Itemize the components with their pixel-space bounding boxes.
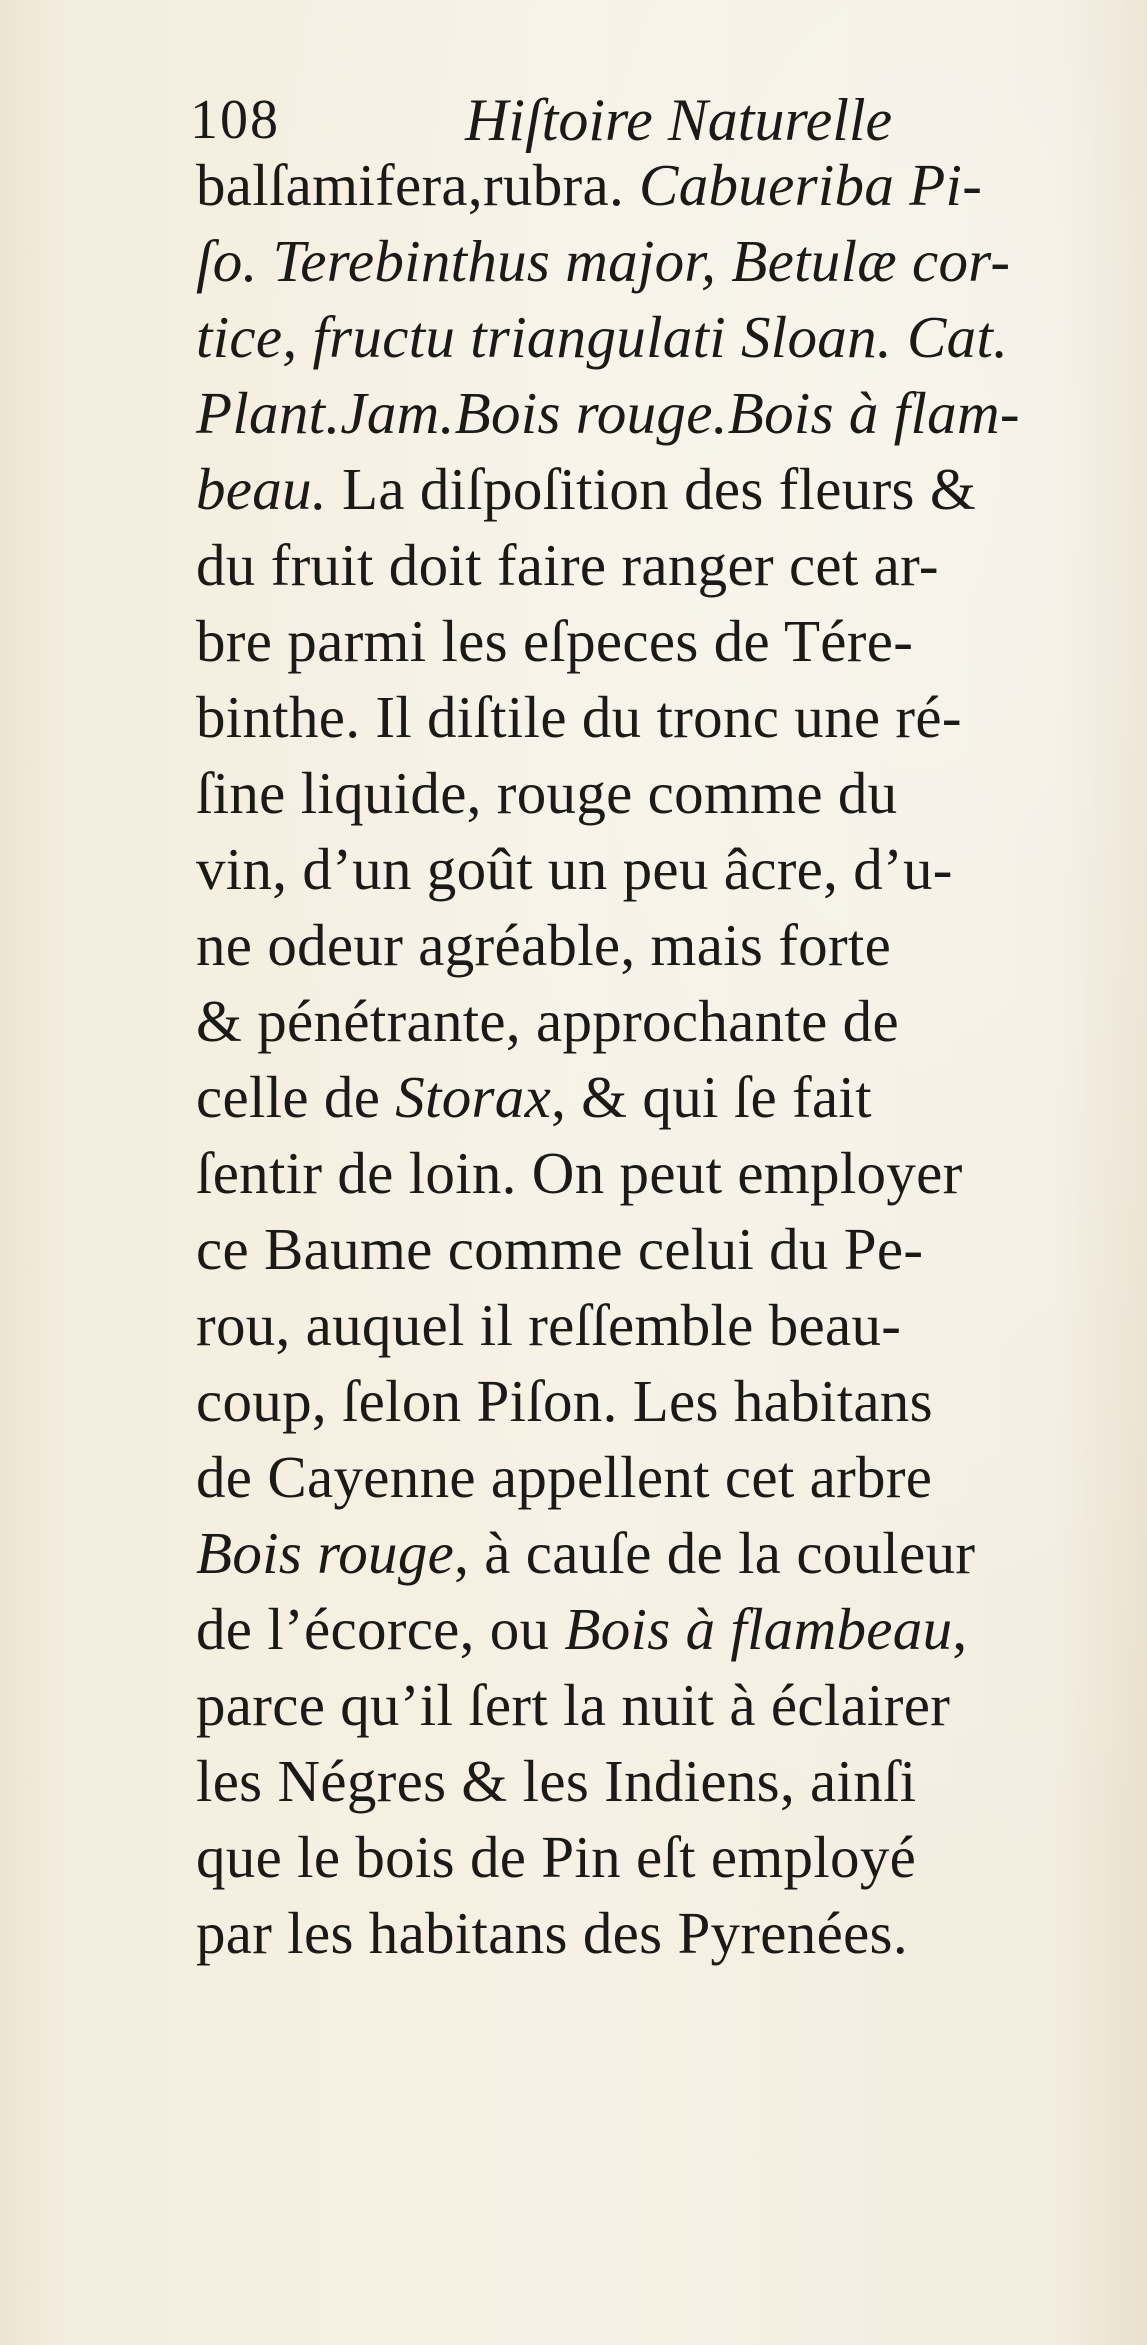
text-segment: du fruit doit faire ranger cet ar- <box>196 532 939 598</box>
italic-text-segment: Plant.Jam.Bois rouge.Bois à flam- <box>196 380 1020 446</box>
text-line <box>196 983 1096 1059</box>
italic-text-segment: Storax <box>395 1064 552 1130</box>
text-line <box>196 1287 1096 1363</box>
text-line <box>196 223 1096 299</box>
text-segment: parce qu’il ſert la nuit à éclairer <box>196 1672 951 1738</box>
italic-text-segment: ſo. Terebinthus major, Betulæ cor- <box>196 228 1011 294</box>
text-segment: de l’écorce, ou <box>196 1596 565 1662</box>
text-line <box>196 527 1096 603</box>
running-title: Hiſtoire Naturelle <box>465 87 893 153</box>
text-segment: , & qui ſe fait <box>551 1064 872 1130</box>
text-line <box>196 603 1096 679</box>
italic-text-segment: Bois rouge <box>196 1520 455 1586</box>
text-segment: ce Baume comme celui du Pe- <box>196 1216 924 1282</box>
text-line <box>196 755 1096 831</box>
italic-text-segment: Cabueriba Pi- <box>639 152 983 218</box>
text-segment: bre parmi les eſpeces de Tére- <box>196 608 914 674</box>
text-segment: de Cayenne appellent cet arbre <box>196 1444 933 1510</box>
italic-text-segment: beau. <box>196 456 327 522</box>
text-segment: ſentir de loin. On peut employer <box>196 1140 963 1206</box>
italic-text-segment: Bois à flambeau <box>564 1596 953 1662</box>
text-segment: & pénétrante, approchante de <box>196 988 899 1054</box>
text-line <box>196 1591 1096 1667</box>
text-segment: que le bois de Pin eſt employé <box>196 1824 917 1890</box>
text-line <box>196 1819 1096 1895</box>
text-line <box>196 299 1096 375</box>
text-segment: , à cauſe de la couleur <box>454 1520 976 1586</box>
italic-text-segment: tice, fructu triangulati Sloan. Cat. <box>196 304 1009 370</box>
text-line <box>196 147 1096 223</box>
text-segment: balſamifera,rubra. <box>196 152 640 218</box>
text-line <box>196 451 1096 527</box>
text-segment: les Négres & les Indiens, ainſi <box>196 1748 917 1814</box>
text-line <box>196 1515 1096 1591</box>
body-text <box>196 147 1096 1971</box>
text-segment: , <box>952 1596 968 1662</box>
text-line <box>196 1363 1096 1439</box>
text-segment: coup, ſelon Piſon. Les habitans <box>196 1368 933 1434</box>
text-segment: ne odeur agréable, mais forte <box>196 912 892 978</box>
text-line <box>196 1439 1096 1515</box>
text-line <box>196 1211 1096 1287</box>
text-segment: ſine liquide, rouge comme du <box>196 760 898 826</box>
text-segment: binthe. Il diſtile du tronc une ré- <box>196 684 962 750</box>
text-line <box>196 1667 1096 1743</box>
page-number: 108 <box>190 89 280 151</box>
text-line <box>196 907 1096 983</box>
text-segment: celle de <box>196 1064 396 1130</box>
text-segment: vin, d’un goût un peu âcre, d’u- <box>196 836 953 902</box>
text-line <box>196 1743 1096 1819</box>
text-line <box>196 375 1096 451</box>
text-line <box>196 1895 1096 1971</box>
text-line <box>196 679 1096 755</box>
text-segment: par les habitans des Pyrenées. <box>196 1900 908 1966</box>
text-line <box>196 831 1096 907</box>
text-line <box>196 1059 1096 1135</box>
text-segment: La diſpoſition des fleurs & <box>326 456 977 522</box>
text-line <box>196 1135 1096 1211</box>
running-head <box>190 85 990 155</box>
text-segment: rou, auquel il reſſemble beau- <box>196 1292 902 1358</box>
